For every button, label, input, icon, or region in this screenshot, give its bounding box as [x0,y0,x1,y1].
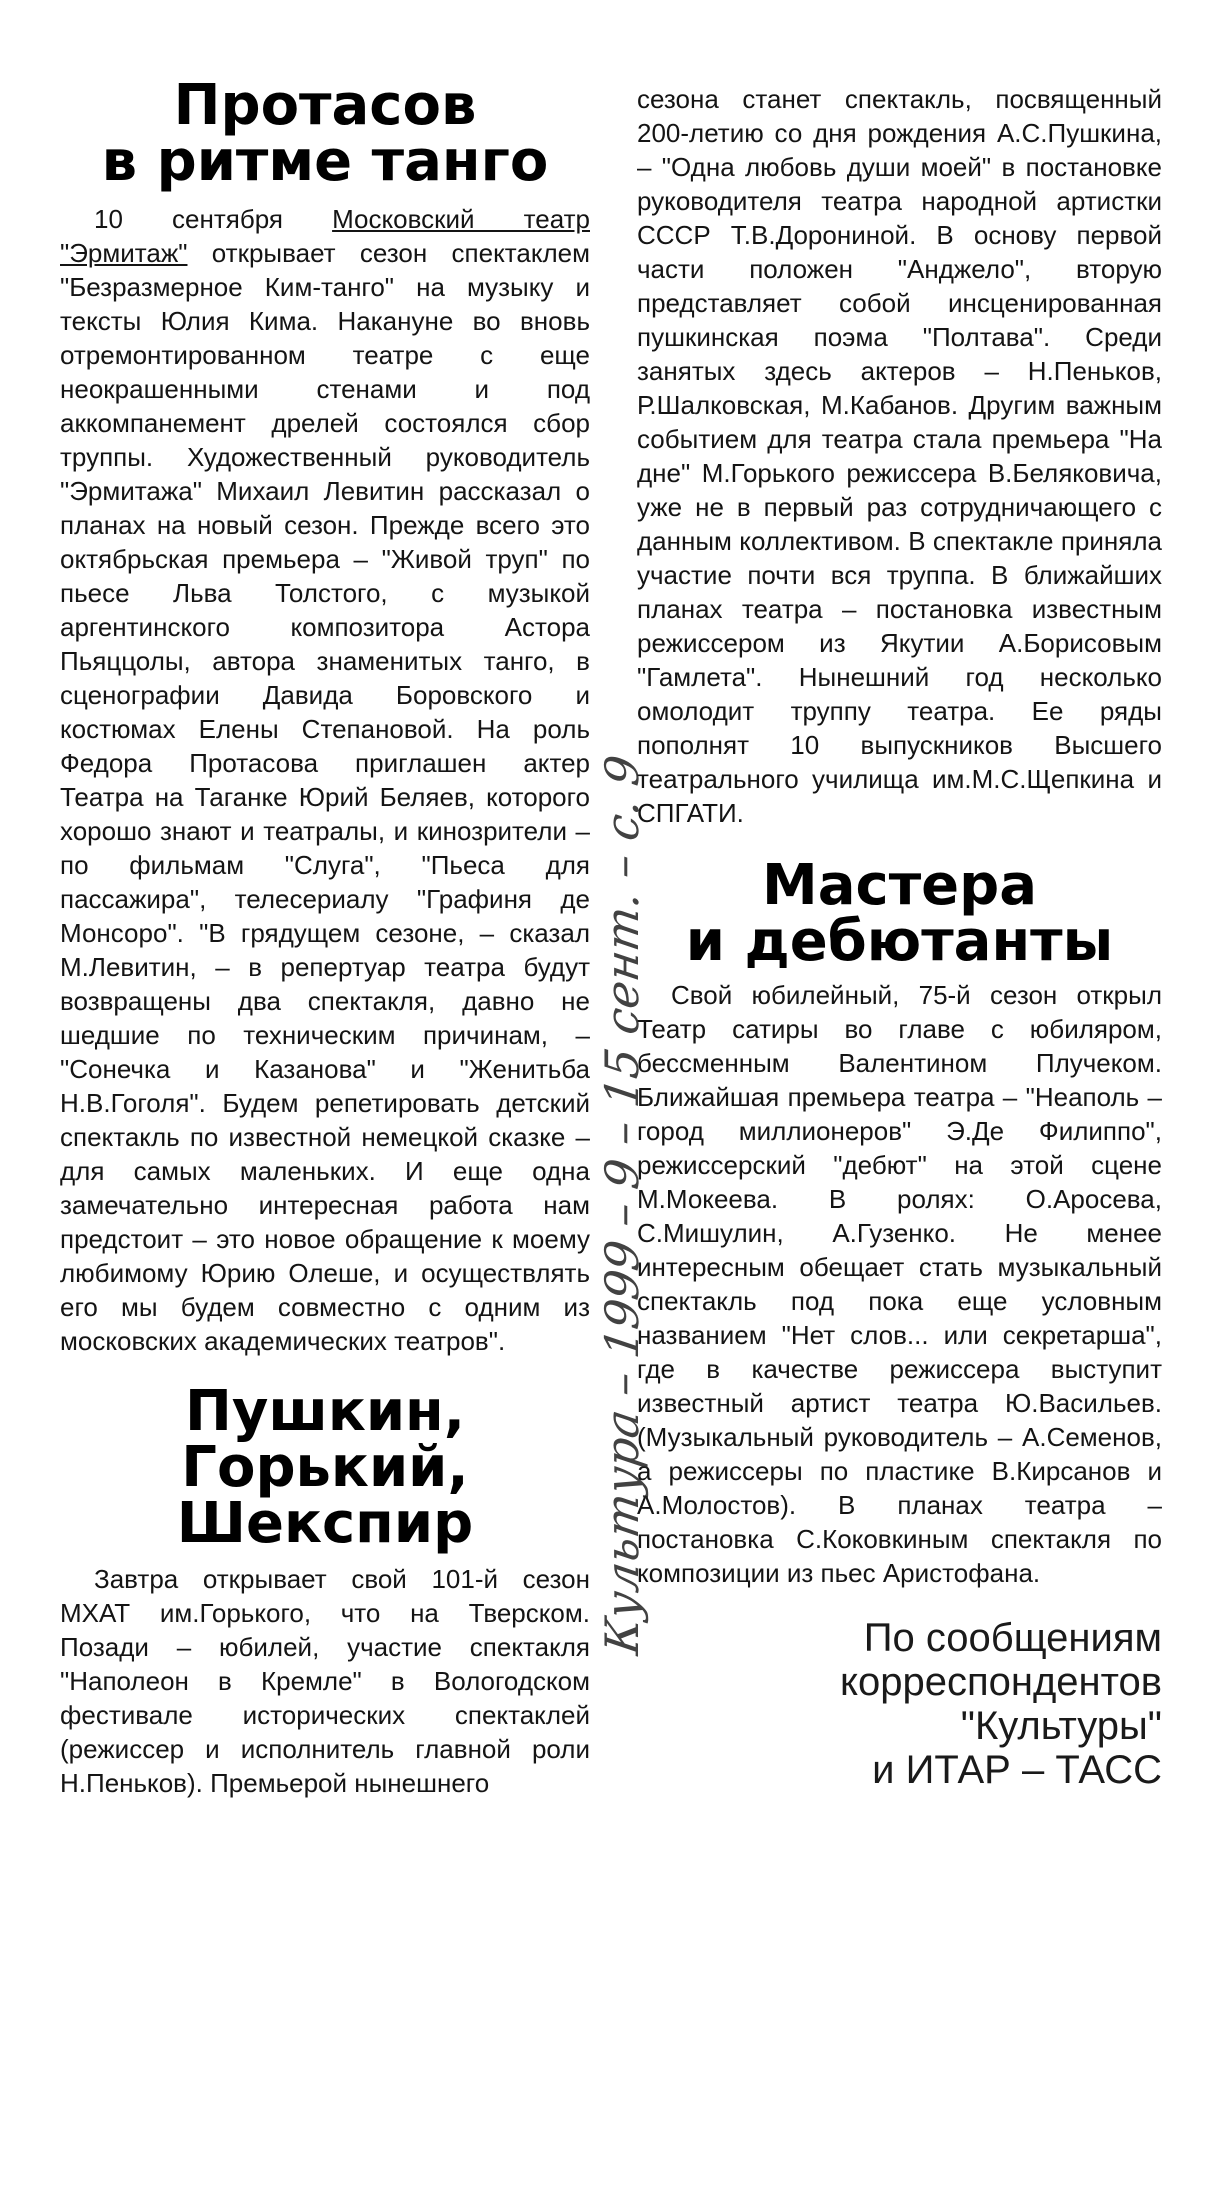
left-column [60,0,590,1800]
headline-line-1: Мастера [761,853,1038,918]
signoff-line-2: корреспондентов [840,1660,1162,1704]
signoff-line-4: и ИТАР – ТАСС [872,1748,1162,1792]
article-pushkin-body: Завтра открывает свой 101-й сезон МХАТ им.Горького, что на Тверском. Позади – юбилей, участие спектакля "Наполеон в Кремле" в Вологодском фестивале исторических спектаклей (режиссер и исполнитель главной роли Н.Пеньков). Премьерой нынешнего [60,1564,590,1798]
headline-line-3: Шекспир [176,1491,474,1556]
headline-line-1: Протасов [173,73,477,138]
theatre-name: Московский театр "Эрмитаж" [60,204,590,268]
headline-line-2: в ритме танго [101,129,549,194]
signoff-line-1: По сообщениям [863,1616,1162,1660]
body-text: открывает сезон спектаклем "Безразмерное Ким-танго" на музыку и тексты Юлия Кима. Накануне во вновь отремонтированном театре с еще неокрашенными стенами и под аккомпанемент дрелей состоялся сбор труппы. Художественный руководитель "Эрмитажа" Михаил Левитин рассказал о планах на новый сезон. Прежде всего это октябрьская премьера – "Живой труп" по пьесе Льва Толстого, с музыкой аргентинского композитора Астора Пьяццолы, автора знаменитых танго, в сценографии Давида Боровского и костюмах Елены Степановой. На роль Федора Протасова приглашен актер Театра на Таганке Юрий Беляев, которого хорошо знают и театралы, и кинозрители – по фильмам "Слуга", "Пьеса для пассажира", телесериалу "Графиня де Монсоро". "В грядущем сезоне, – сказал М.Левитин, – в репертуар театра будут возвращены два спектакля, давно не шедшие по техническим причинам, – "Сонечка и Казанова" и "Женитьба Н.В.Гоголя". Будем репетировать детский спектакль по известной немецкой сказке – для самых маленьких. И еще одна замечательно интересная работа нам предстоит – это новое обращение к моему любимому Юрию Олеше, и осуществлять его мы будем совместно с одним из московских академических театров". [60,238,590,1356]
signoff-line-3: "Культуры" [960,1704,1162,1748]
handwritten-note: Культура – 1999 – 9 – 15 сент. – с. 9 [595,751,649,1658]
right-column [637,0,1162,1792]
headline-pushkin [60,1379,590,1556]
headline-line-1: Пушкин, [184,1379,466,1444]
article-masters-body: Свой юбилейный, 75-й сезон открыл Театр сатиры во главе с юбиляром, бессменным Валентином Плучеком. Ближайшая премьера театра – "Неаполь – город миллионеров" Э.Де Филиппо", режиссерский "дебют" на этой сцене М.Мокеева. В ролях: О.Аросева, С.Мишулин, А.Гузенко. Не менее интересным обещает стать музыкальный спектакль под пока еще условным названием "Нет слов... или секретарша", где в качестве режиссера выступит известный артист театра Ю.Васильев. (Музыкальный руководитель – А.Семенов, а режиссеры по пластике В.Кирсанов и А.Молостов). В планах театра – постановка С.Коковкиным спектакля по композиции из пьес Аристофана. [637,980,1162,1588]
date-text: 10 сентября [94,204,333,234]
headline-protasov [60,73,590,194]
article-protasov-body [60,202,590,1358]
headline-masters [637,853,1162,974]
signoff [637,1616,1162,1792]
headline-line-2: и дебютанты [685,909,1114,974]
headline-line-2: Горький, [181,1435,469,1500]
article-pushkin-continued: сезона станет спектакль, посвященный 200-летию со дня рождения А.С.Пушкина, – "Одна любовь души моей" в постановке руководителя театра народной артистки СССР Т.В.Дорониной. В основу первой части положен "Анджело", вторую представляет собой инсценированная пушкинская поэма "Полтава". Среди занятых здесь актеров – Н.Пеньков, Р.Шалковская, М.Кабанов. Другим важным событием для театра стала премьера "На дне" М.Горького режиссера В.Беляковича, уже не в первый раз сотрудничающего с данным коллективом. В спектакле приняла участие почти вся труппа. В ближайших планах театра – постановка известным режиссером из Якутии А.Борисовым "Гамлета". Нынешний год несколько омолодит труппу театра. Ее ряды пополнят 10 выпускников Высшего театрального училища им.М.С.Щепкина и СПГАТИ. [637,84,1162,828]
